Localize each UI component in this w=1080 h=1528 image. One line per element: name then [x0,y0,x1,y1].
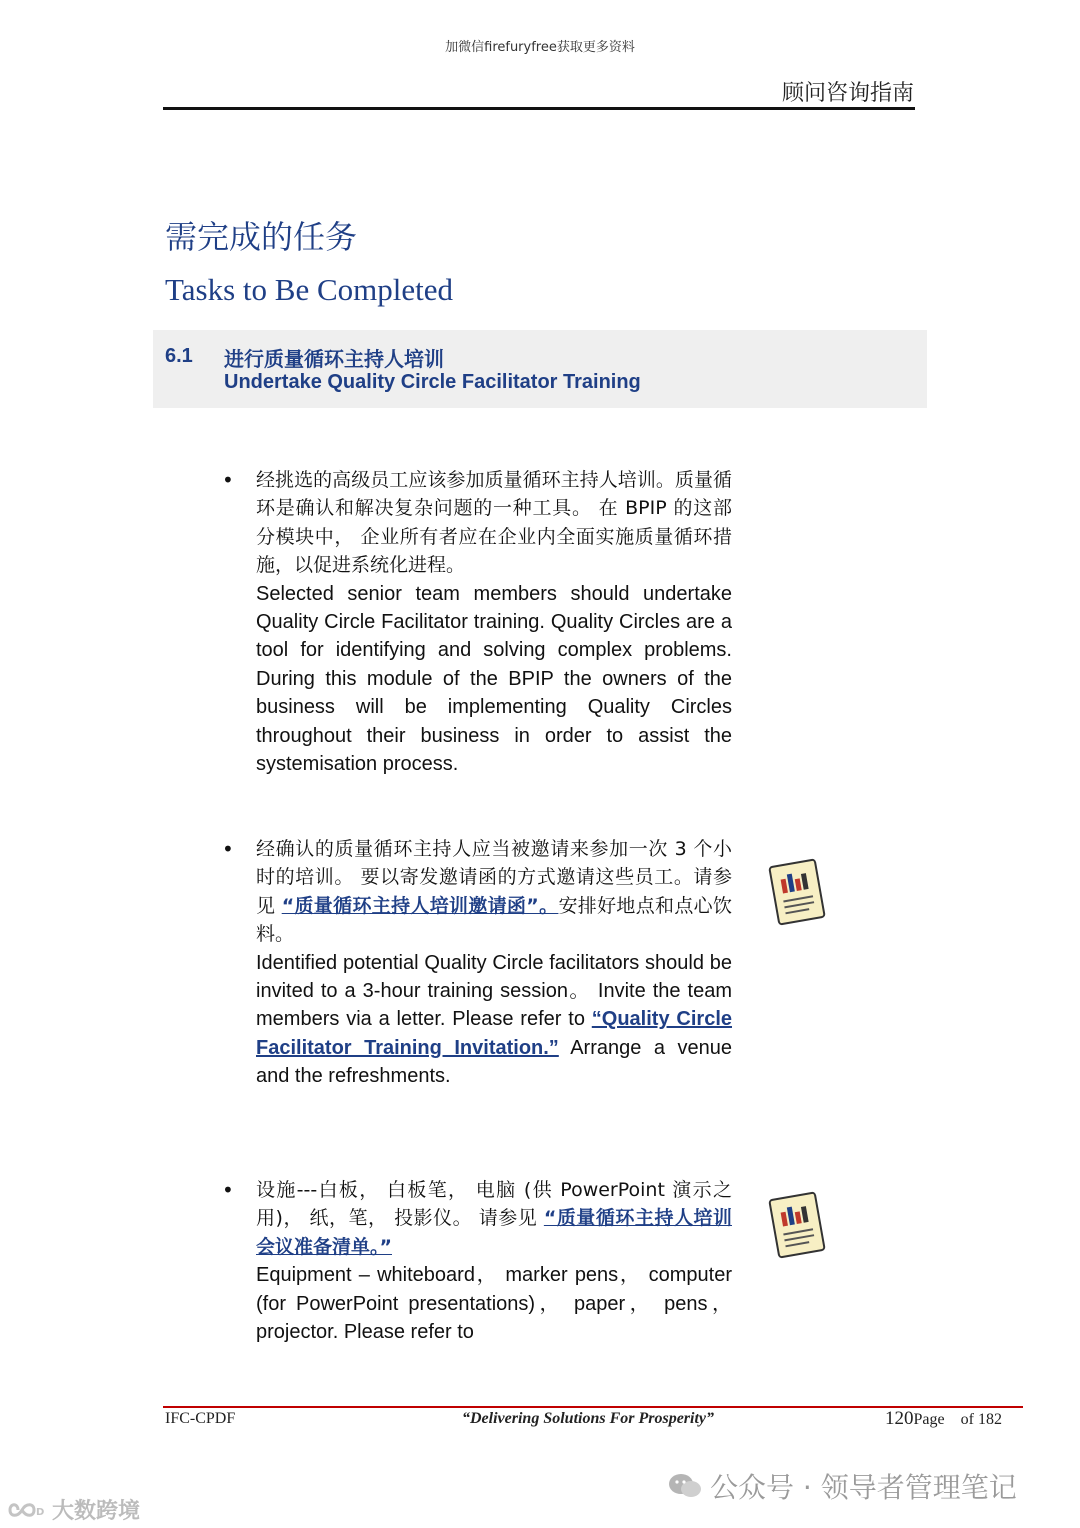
infinity-logo-icon [8,1499,48,1521]
bullet-marker: • [222,837,234,861]
section-title-en: Undertake Quality Circle Facilitator Training [224,371,641,393]
svg-text:D: D [36,1506,45,1518]
section-number: 6.1 [165,345,193,367]
header-title: 顾问咨询指南 [781,81,914,106]
bullet-2-en [256,949,732,1091]
footer-org: IFC-CPDF [165,1410,236,1427]
page-label: Page [913,1411,945,1428]
page-title-en: Tasks to Be Completed [165,272,453,307]
bullet-paragraph-3 [256,1176,732,1346]
bullet-1-cn: 经挑选的高级员工应该参加质量循环主持人培训。质量循环是确认和解决复杂问题的一种工具。 在 BPIP 的这部分模块中， 企业所有者应在企业内全面实施质量循环措施，以促进系统化进程。 [256,469,732,577]
bullet-marker: • [222,1178,234,1202]
checklist-link-cn[interactable]: “质量循环主持人培训会议准备清单。” [256,1207,732,1258]
page-number: 120 [885,1408,914,1429]
section-title-cn: 进行质量循环主持人培训 [224,347,444,371]
bullet-paragraph-2 [256,835,732,1091]
bullet-2-en-after: Arrange a venue and the refreshments. [256,1036,732,1088]
bullet-2-cn-text: 经确认的质量循环主持人应当被邀请来参加一次 3 个小时的培训。 要以寄发邀请函的方式邀请这些员工。请参见 [256,838,732,917]
footer-page-info [885,1408,1002,1430]
bullet-3-en: Equipment – whiteboard， marker pens， computer (for PowerPoint presentations)， paper， pens， projector. Please refer to [256,1264,732,1344]
wechat-watermark-text: 公众号 · 领导者管理笔记 [710,1471,1017,1504]
document-chart-icon[interactable] [766,1188,828,1262]
page-total: of 182 [960,1411,1002,1428]
site-watermark-text: 大数跨境 [52,1499,141,1524]
invitation-link-en[interactable]: “Quality Circle Facilitator Training Invitation.” [256,1008,732,1059]
bullet-2-cn [256,835,732,949]
bullet-2-cn-after: 安排好地点和点心饮料。 [256,894,732,946]
bullet-1-en: Selected senior team members should undertake Quality Circle Facilitator training. Quality Circles are a tool for identifying and solving complex problems. During this module of the BPIP the owners of the business will be implementing Quality Circles throughout their business in order to assist the systemisation process. [256,582,732,776]
wechat-icon [668,1472,702,1500]
header-rule [163,107,915,110]
bullet-marker: • [222,468,234,492]
bullet-3-cn [256,1176,732,1261]
invitation-link-cn[interactable]: “质量循环主持人培训邀请函”。 [281,894,559,917]
footer-slogan: “Delivering Solutions For Prosperity” [462,1410,715,1427]
bullet-3-cn-text: 设施---白板， 白板笔， 电脑 (供 PowerPoint 演示之用)， 纸，笔， 投影仪。 请参见 [256,1179,732,1230]
bullet-paragraph-1 [256,466,732,778]
wechat-watermark [668,1466,1017,1506]
page-title-cn: 需完成的任务 [165,218,358,256]
document-chart-icon[interactable] [766,855,828,929]
bullet-2-en-text: Identified potential Quality Circle facilitators should be invited to a 3-hour training session。 Invite the team members via a letter. Please refer to [256,951,732,1031]
top-watermark: 加微信firefuryfree获取更多资料 [445,40,635,55]
site-watermark [8,1494,140,1525]
